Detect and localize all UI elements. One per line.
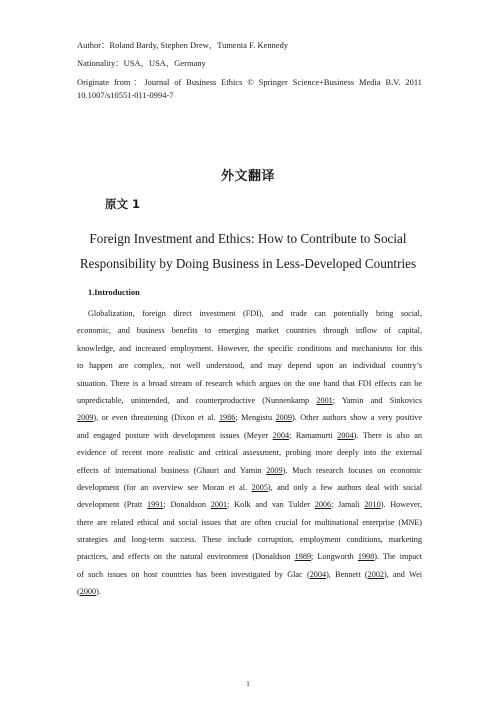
paragraph-line — [77, 427, 422, 444]
paragraph-text: development (for an overview see Moran et al. — [77, 482, 252, 492]
paragraph-line — [77, 305, 422, 322]
citation-year: 2004 — [272, 430, 290, 440]
paragraph-line — [77, 531, 422, 548]
paragraph-text: strategies and long-term success. These include corruption, employment conditions, marketing — [77, 535, 422, 545]
paragraph-line — [77, 479, 422, 496]
paragraph-text: ; Yamin and Sinkovics — [332, 395, 422, 405]
paragraph-text: ). — [96, 587, 101, 597]
paragraph-line — [77, 548, 422, 565]
translation-heading: 外文翻译 — [220, 169, 275, 184]
paragraph-text: and engaged posture with development issues (Meyer — [77, 430, 273, 440]
paragraph-text: economic, and business benefits to emerging market countries through inflow of capital, — [77, 326, 422, 336]
section-heading: 1.Introduction — [88, 288, 140, 297]
paragraph-line — [77, 322, 422, 339]
paragraph-text: of such issues on host countries has been investigated by Glac ( — [77, 569, 310, 579]
paragraph-text: unpredictable, unintended, and counterproductive (Nunnenkamp — [77, 395, 317, 405]
paragraph-text: effects of international business (Ghauri and Yamin — [77, 465, 267, 475]
paragraph-text: ( — [77, 587, 80, 597]
citation-year: 2009 — [266, 465, 283, 475]
paragraph-text: ; Longworth — [311, 552, 358, 562]
paragraph-text: ; Jamali — [331, 500, 365, 510]
nationality-line: Nationality：USA，USA，Germany — [77, 59, 206, 68]
paragraph-line — [77, 514, 422, 531]
citation-year: 1989 — [294, 552, 312, 562]
body-paragraph — [77, 305, 422, 601]
doi-line: 10.1007/s10551-011-0994-7 — [77, 91, 174, 100]
citation-year: 2009 — [275, 413, 292, 423]
citation-year: 2001 — [210, 500, 228, 510]
paragraph-text: evidence of recent more realistic and critical assessment, probing more deeply into the external — [77, 448, 422, 458]
citation-year: 2006 — [314, 500, 332, 510]
paragraph-text: ). The impact — [374, 552, 422, 562]
paragraph-text: development (Pratt — [77, 500, 148, 510]
paragraph-line — [77, 496, 422, 513]
paragraph-text: ; Donaldson — [163, 500, 211, 510]
paragraph-text: practices, and effects on the natural environment (Donaldson — [77, 552, 295, 562]
article-title-line-2: Responsibility by Doing Business in Less-Developed Countries — [79, 256, 417, 271]
article-title — [60, 226, 436, 276]
paragraph-line — [77, 357, 422, 374]
paragraph-text: situation. There is a broad stream of research which argues on the one hand that FDI effects can be — [77, 378, 422, 388]
paragraph-line — [77, 583, 422, 600]
paragraph-text: knowledge, and increased employment. However, the specific conditions and mechanisms for this — [77, 343, 422, 353]
citation-year: 1986 — [218, 413, 236, 423]
author-line: Author：Roland Bardy, Stephen Drew，Tumenta F. Kennedy — [77, 41, 289, 50]
paragraph-line — [77, 566, 422, 583]
paragraph-text: ), and Wei — [384, 569, 422, 579]
citation-year: 2010 — [364, 500, 381, 510]
paragraph-text: there are related ethical and social issues that are often crucial for multinational enterprise (MNE) — [77, 517, 422, 527]
paragraph-line — [77, 462, 422, 479]
source-line: Originate from：Journal of Business Ethics © Springer Science+Business Media B.V. 2011 — [77, 78, 422, 87]
paragraph-line — [77, 340, 422, 357]
citation-year: 2004 — [309, 569, 327, 579]
citation-year: 2009 — [77, 413, 94, 423]
article-title-line-1: Foreign Investment and Ethics: How to Contribute to Social — [89, 231, 407, 246]
paragraph-text: ), and only a few authors deal with social — [267, 482, 423, 492]
paragraph-line — [77, 392, 422, 409]
paragraph-text: ; Mengistu — [235, 413, 276, 423]
paragraph-line — [77, 409, 422, 426]
paragraph-text: ), or even threatening (Dixon et al. — [93, 413, 219, 423]
citation-year: 2000 — [79, 587, 97, 597]
original-text-label: 原文 1 — [105, 197, 141, 211]
citation-year: 2004 — [337, 430, 354, 440]
paragraph-text: ). Much research focuses on economic — [282, 465, 422, 475]
citation-year: 2005 — [251, 482, 268, 492]
citation-year: 2002 — [367, 569, 384, 579]
paragraph-text: Globalization, foreign direct investment (FDI), and trade can potentially bring social, — [88, 309, 422, 318]
paragraph-text: to happen are complex, not well understood, and may depend upon an individual country’s — [77, 361, 422, 371]
page-number: 1 — [246, 680, 250, 688]
citation-year: 1991 — [147, 500, 164, 510]
paragraph-line — [77, 375, 422, 392]
paragraph-text: ). Other authors show a very positive — [291, 413, 422, 423]
paragraph-text: ; Ramamurti — [289, 430, 338, 440]
paragraph-text: ). There is also an — [353, 430, 423, 440]
paragraph-line — [77, 444, 422, 461]
paragraph-text: ). However, — [380, 500, 422, 510]
paragraph-text: ), Bennett ( — [326, 569, 368, 579]
citation-year: 2001 — [316, 395, 333, 405]
citation-year: 1998 — [357, 552, 375, 562]
paragraph-text: ; Kolk and van Tulder — [227, 500, 315, 510]
